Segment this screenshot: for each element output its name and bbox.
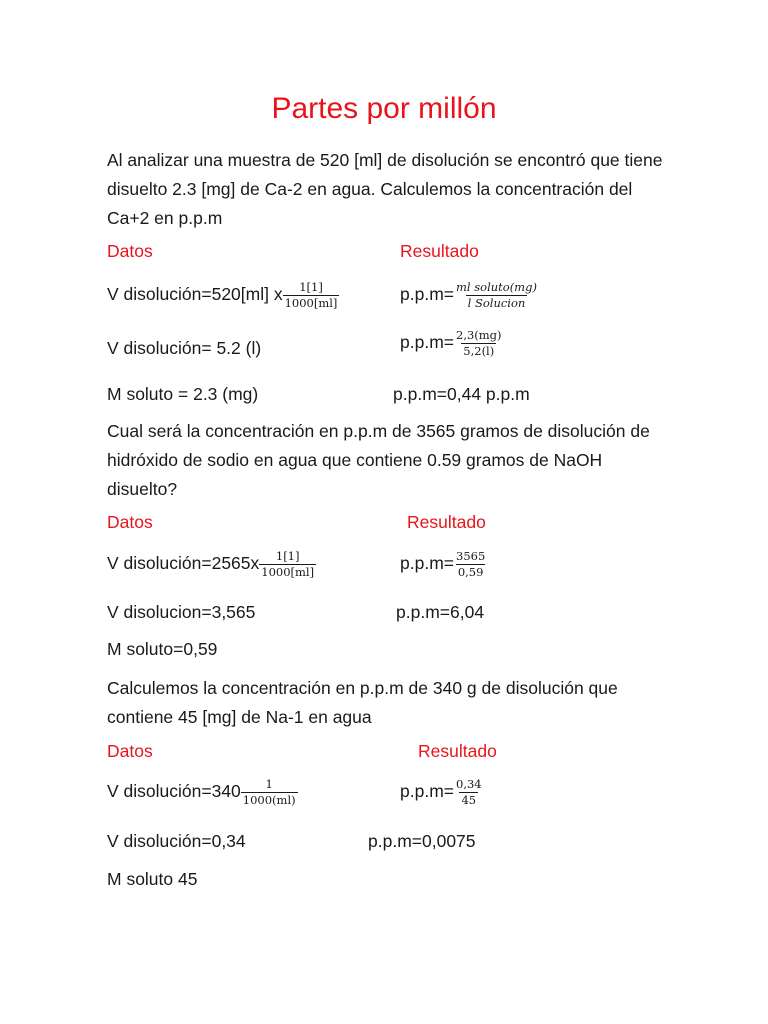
problem1-resultado-label: Resultado xyxy=(400,241,479,261)
problem1-statement: Al analizar una muestra de 520 [ml] de disolución se encontró que tiene disuelto 2.3 [mg] de Ca-2 en agua. Calculemos la concentración del Ca+2 en p.p.m xyxy=(107,150,663,228)
problem1-row1-right: p.p.m= $\frac{\text{ml soluto(mg)}}{\text{l Solucion}}$ xyxy=(400,280,537,310)
problem1-row3-right: p.p.m=0,44 p.p.m xyxy=(393,384,530,404)
problem1-row1-left: V disolución=520[ml] x $\frac{1[1]}{1000[ml]}$ xyxy=(107,280,338,310)
problem2-row3-left: M soluto=0,59 xyxy=(107,639,218,659)
problem3-row1-left: V disolución=340 $\frac{1}{1000(ml)}$ xyxy=(107,777,296,807)
problem2-datos-label: Datos xyxy=(107,512,153,532)
problem2-row1-left: V disolución=2565x $\frac{1[1]}{1000[ml]}$ xyxy=(107,549,315,579)
problem2-statement: Cual será la concentración en p.p.m de 3565 gramos de disolución de hidróxido de sodio en agua que contiene 0.59 gramos de NaOH disuelto? xyxy=(107,421,650,499)
problem2-resultado-label: Resultado xyxy=(407,512,486,532)
problem2-row1-fraction: $\frac{1[1]}{1000[ml]}$ xyxy=(261,549,315,579)
problem3-row1-right: p.p.m= $\frac{0,34}{45}$ xyxy=(400,777,482,807)
problem1-row3-left: M soluto = 2.3 (mg) xyxy=(107,384,259,404)
problem2-row1-right: p.p.m= $\frac{3565}{0,59}$ xyxy=(400,549,486,579)
problem2-row2-right: p.p.m=6,04 xyxy=(396,602,485,622)
problem3-row2-right: p.p.m=0,0075 xyxy=(368,831,476,851)
problem3-datos-label: Datos xyxy=(107,741,153,761)
problem3-row1-right-fraction: $\frac{0,34}{45}$ xyxy=(456,777,482,807)
problem3-resultado-label: Resultado xyxy=(418,741,497,761)
problem1-row1-fraction: $\frac{1[1]}{1000[ml]}$ xyxy=(284,280,338,310)
problem1-datos-label: Datos xyxy=(107,241,153,261)
problem3-row3-left: M soluto 45 xyxy=(107,869,198,889)
problem2-row2-left: V disolucion=3,565 xyxy=(107,602,256,622)
problem1-row2-left: V disolución= 5.2 (l) xyxy=(107,338,262,358)
problem3-row1-fraction: $\frac{1}{1000(ml)}$ xyxy=(242,777,296,807)
problem1-row2-right-fraction: $\frac{2,3(mg)}{5,2(l)}$ xyxy=(456,328,502,358)
page-title: Partes por millón xyxy=(271,92,497,125)
problem3-row2-left: V disolución=0,34 xyxy=(107,831,246,851)
problem1-row2-right: p.p.m= $\frac{2,3(mg)}{5,2(l)}$ xyxy=(400,328,502,358)
problem1-row1-right-fraction: $\frac{\text{ml soluto(mg)}}{\text{l Solucion}}$ xyxy=(456,280,537,310)
problem2-row1-right-fraction: $\frac{3565}{0,59}$ xyxy=(456,549,486,579)
problem3-statement: Calculemos la concentración en p.p.m de 340 g de disolución que contiene 45 [mg] de Na-1 en agua xyxy=(107,678,618,727)
